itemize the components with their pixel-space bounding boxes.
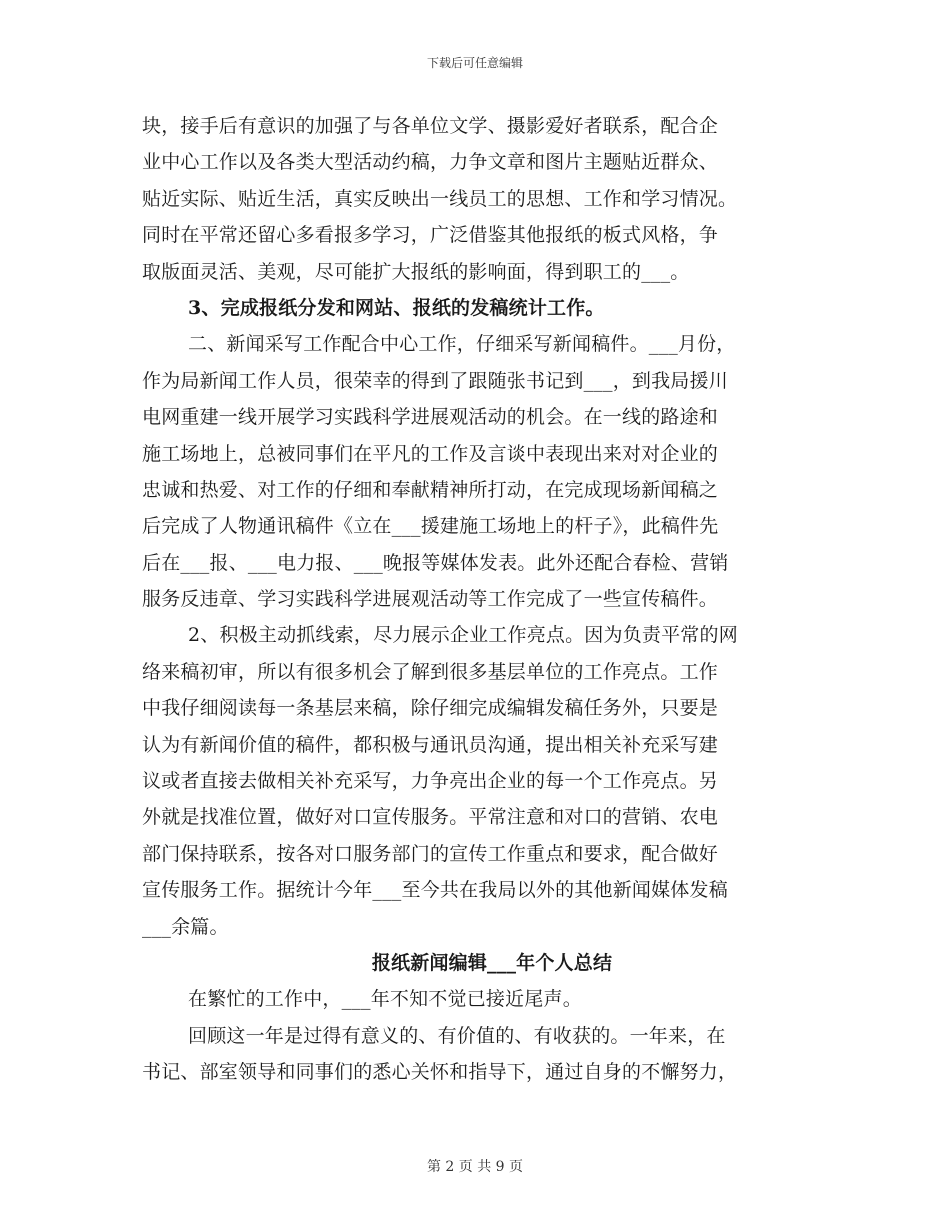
paragraph-line: 2、积极主动抓线索，尽力展示企业工作亮点。因为负责平常的网 (188, 624, 738, 647)
section-heading: 3、完成报纸分发和网站、报纸的发稿统计工作。 (188, 296, 605, 319)
paragraph-line: 认为有新闻价值的稿件，都积极与通讯员沟通，提出相关补充采写建 (142, 733, 719, 756)
paragraph-line: 后在___报、___电力报、___晚报等媒体发表。此外还配合春检、营销 (142, 551, 729, 574)
paragraph-line: 块，接手后有意识的加强了与各单位文学、摄影爱好者联系，配合企 (142, 115, 719, 137)
paragraph-line: 忠诚和热爱、对工作的仔细和奉献精神所打动，在完成现场新闻稿之 (142, 478, 719, 501)
paragraph-line: 宣传服务工作。据统计今年___至今共在我局以外的其他新闻媒体发稿 (142, 879, 728, 902)
paragraph-line: 业中心工作以及各类大型活动约稿，力争文章和图片主题贴近群众、 (142, 151, 719, 174)
paragraph-line: 施工场地上，总被同事们在平凡的工作及言谈中表现出来对对企业的 (142, 442, 719, 465)
paragraph-line: 贴近实际、贴近生活，真实反映出一线员工的思想、工作和学习情况。 (142, 187, 738, 210)
paragraph-line: 议或者直接去做相关补充采写，力争亮出企业的每一个工作亮点。另 (142, 770, 719, 793)
paragraph-line: 外就是找准位置，做好对口宣传服务。平常注意和对口的营销、农电 (142, 806, 719, 829)
paragraph-line: 中我仔细阅读每一条基层来稿，除仔细完成编辑发稿任务外，只要是 (142, 697, 719, 720)
paragraph-line: 同时在平常还留心多看报多学习，广泛借鉴其他报纸的板式风格，争 (142, 224, 719, 247)
paragraph-line: ___余篇。 (142, 915, 229, 938)
paragraph-line: 回顾这一年是过得有意义的、有价值的、有收获的。一年来，在 (188, 1024, 726, 1047)
page-number: 第 2 页 共 9 页 (426, 1159, 524, 1175)
paragraph-line: 作为局新闻工作人员，很荣幸的得到了跟随张书记到___，到我局援川 (142, 369, 728, 392)
paragraph-line: 部门保持联系，按各对口服务部门的宣传工作重点和要求，配合做好 (142, 842, 719, 865)
paragraph-line: 在繁忙的工作中，___年不知不觉已接近尾声。 (188, 988, 582, 1011)
paragraph-line: 服务反违章、学习实践科学进展观活动等工作完成了一些宣传稿件。 (142, 588, 719, 611)
document-body (142, 108, 812, 1091)
page-header: 下载后可任意编辑 (426, 56, 523, 70)
paragraph-line: 络来稿初审，所以有很多机会了解到很多基层单位的工作亮点。工作 (142, 660, 719, 683)
paragraph-line: 后完成了人物通讯稿件《立在___援建施工场地上的杆子》，此稿件先 (142, 515, 719, 538)
paragraph-line: 电网重建一线开展学习实践科学进展观活动的机会。在一线的路途和 (142, 406, 719, 429)
paragraph-line: 取版面灵活、美观，尽可能扩大报纸的影响面，得到职工的___。 (142, 260, 690, 283)
document-title: 报纸新闻编辑___年个人总结 (371, 951, 613, 974)
paragraph-line: 书记、部室领导和同事们的悉心关怀和指导下，通过自身的不懈努力， (142, 1061, 738, 1084)
paragraph-line: 二、新闻采写工作配合中心工作，仔细采写新闻稿件。___月份， (188, 333, 736, 356)
